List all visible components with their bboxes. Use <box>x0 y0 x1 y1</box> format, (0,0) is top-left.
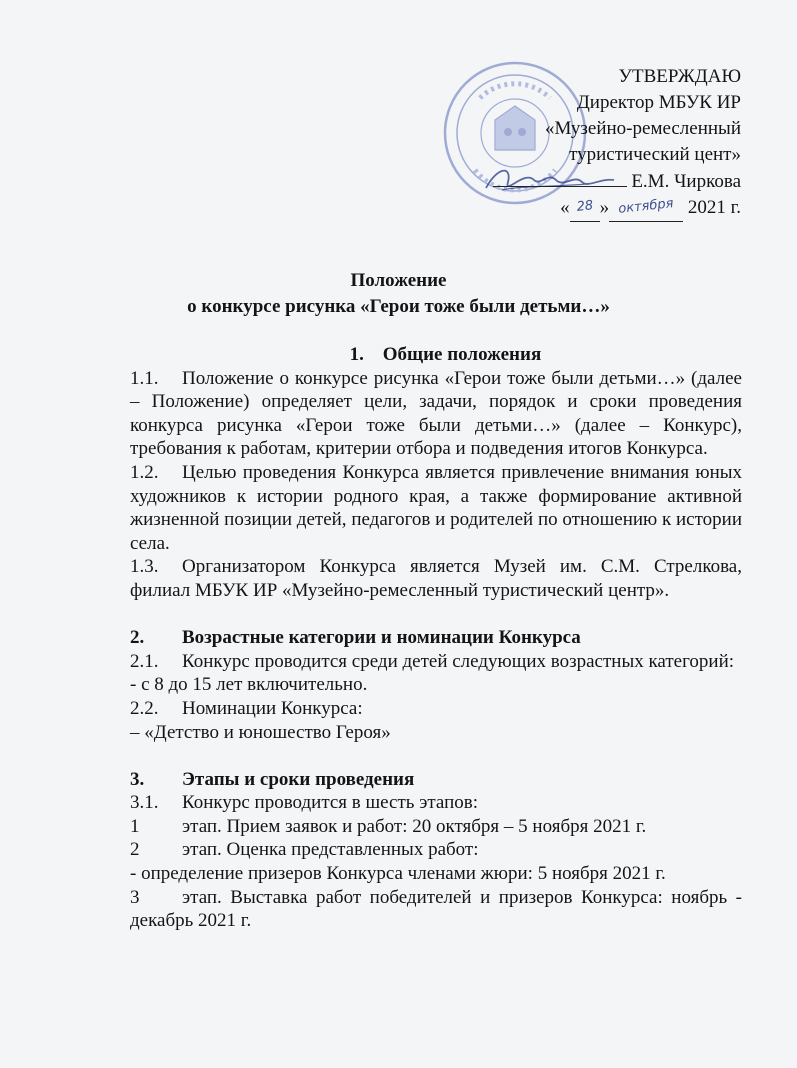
approval-organization: «Музейно-ремесленный <box>544 118 741 139</box>
paragraph-1-3 <box>130 555 742 602</box>
date-month-handwritten: октября <box>617 196 675 217</box>
paragraph-text: Положение о конкурсе рисунка «Герои тоже были детьми…» (далее – Положение) определяет цели, задачи, порядок и сроки проведения конкурса рисунка «Герои тоже были детьми…» (далее – Конкурс), требования к работам, критерии отбора и подведения итогов Конкурса. <box>130 367 742 460</box>
approval-date-line <box>411 195 741 222</box>
section-1-title: Общие положения <box>382 344 542 365</box>
paragraph-2-2 <box>130 697 742 721</box>
approval-signer: Е.М. Чиркова <box>631 171 741 192</box>
paragraph-text: Целью проведения Конкурса является привлечение внимания юных художников к истории родного края, а также формирование активной жизненной позиции детей, педагогов и родителей по отношению к истории села. <box>130 461 742 554</box>
list-item: - определение призеров Конкурса членами жюри: 5 ноября 2021 г. <box>130 863 666 885</box>
paragraph-3-1 <box>130 791 742 815</box>
paragraph-number: 1.1. <box>130 367 159 389</box>
paragraph-text: Конкурс проводится среди детей следующих возрастных категорий: <box>182 650 735 672</box>
approval-signature-line <box>411 168 741 195</box>
paragraph-number: 1.3. <box>130 556 159 578</box>
paragraph-text: Номинации Конкурса: <box>182 697 363 719</box>
date-quote-close: » <box>599 197 610 218</box>
section-2-title: Возрастные категории и номинации Конкурса <box>182 627 581 649</box>
section-1-number: 1. <box>349 344 364 365</box>
approval-block <box>411 64 741 222</box>
section-1-heading <box>130 343 742 367</box>
section-3-title: Этапы и сроки проведения <box>182 768 415 790</box>
section-3-heading <box>130 768 742 792</box>
date-year: 2021 г. <box>687 197 741 218</box>
stage-number: 1 <box>130 815 140 837</box>
signature-blank <box>493 168 627 187</box>
spacer <box>130 603 742 627</box>
paragraph-number: 3.1. <box>130 792 159 814</box>
paragraph-1-2 <box>130 461 742 555</box>
approval-position: Директор МБУК ИР <box>576 92 741 113</box>
spacer <box>130 744 742 768</box>
approval-heading: УТВЕРЖДАЮ <box>618 66 741 87</box>
paragraph-text: Конкурс проводится в шесть этапов: <box>182 792 478 814</box>
paragraph-1-1 <box>130 367 742 461</box>
document-body <box>130 343 742 933</box>
section-2-heading <box>130 626 742 650</box>
list-item: - с 8 до 15 лет включительно. <box>130 674 368 696</box>
date-day-handwritten: 28 <box>575 198 594 215</box>
stage-text: этап. Выставка работ победителей и призеров Конкурса: ноябрь - декабрь 2021 г. <box>130 886 742 932</box>
section-2-number: 2. <box>130 627 145 649</box>
date-month-blank <box>609 195 683 222</box>
list-item: – «Детство и юношество Героя» <box>130 721 391 743</box>
paragraph-number: 2.2. <box>130 697 159 719</box>
document-title <box>0 268 797 320</box>
paragraph-number: 1.2. <box>130 461 159 483</box>
paragraph-text: Организатором Конкурса является Музей им. С.М. Стрелкова, филиал МБУК ИР «Музейно-ремесленный туристический центр». <box>130 556 742 601</box>
stage-text: этап. Прием заявок и работ: 20 октября – 5 ноября 2021 г. <box>182 815 647 837</box>
paragraph-number: 2.1. <box>130 650 159 672</box>
stage-2 <box>130 838 742 862</box>
date-day-blank <box>570 195 600 222</box>
stage-number: 3 <box>130 886 140 908</box>
stage-number: 2 <box>130 839 140 861</box>
title-line-2: о конкурсе рисунка «Герои тоже были детьми…» <box>187 296 610 317</box>
approval-organization-cont: туристический цент» <box>569 144 741 165</box>
stage-3 <box>130 886 742 933</box>
date-quote-open: « <box>560 197 570 218</box>
section-3-number: 3. <box>130 768 145 790</box>
stage-text: этап. Оценка представленных работ: <box>182 839 479 861</box>
paragraph-2-1 <box>130 650 742 674</box>
stage-1 <box>130 815 742 839</box>
title-line-1: Положение <box>350 270 447 291</box>
